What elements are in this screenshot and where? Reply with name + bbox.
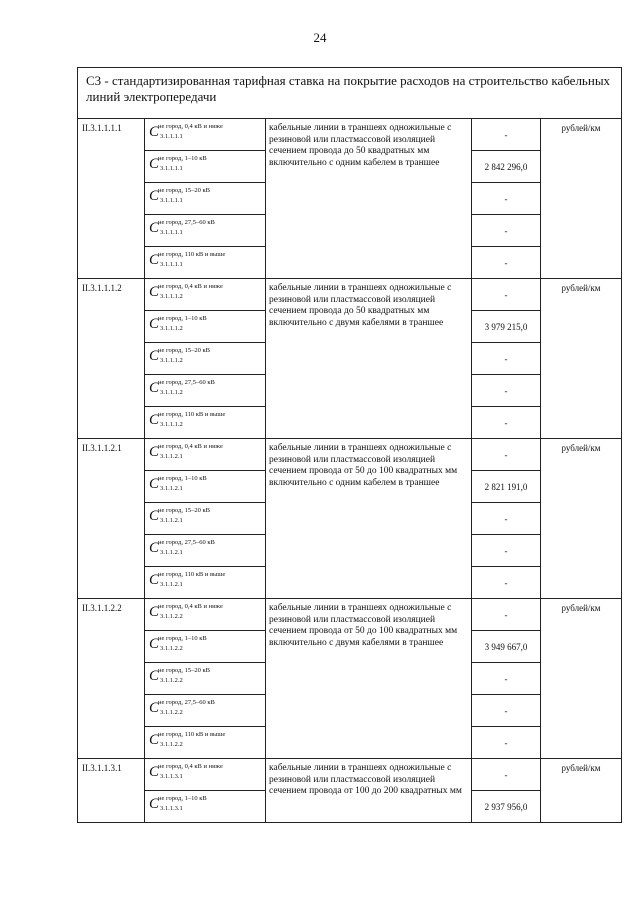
rate-symbol-superscript: не город, 15–20 кВ — [158, 667, 210, 674]
rate-symbol-c: C — [149, 572, 160, 588]
rate-symbol-c: C — [149, 508, 160, 524]
rate-value: 2 842 296,0 — [472, 151, 541, 183]
line-description: кабельные линии в траншеях одножильные с резиновой или пластмассовой изоляцией сечением провода до 50 квадратных мм включительно с двумя кабелями в траншее — [266, 279, 472, 439]
unit: рублей/км — [541, 599, 622, 759]
rate-symbol-superscript: не город, 1–10 кВ — [158, 475, 207, 482]
rate-symbol-c: C — [149, 412, 160, 428]
rate-symbol-subscript: 3.1.1.2.1 — [160, 581, 183, 588]
rate-symbol — [145, 183, 266, 215]
tariff-code: II.3.1.1.2.1 — [78, 439, 145, 599]
tariff-code: II.3.1.1.3.1 — [78, 759, 145, 823]
rate-symbol — [145, 759, 266, 791]
rate-value: 3 979 215,0 — [472, 311, 541, 343]
rate-symbol-c: C — [149, 284, 160, 300]
rate-value: - — [472, 375, 541, 407]
rate-value: 2 821 191,0 — [472, 471, 541, 503]
rate-symbol-superscript: не город, 1–10 кВ — [158, 155, 207, 162]
rate-symbol-c: C — [149, 348, 160, 364]
rate-symbol-superscript: не город, 15–20 кВ — [158, 347, 210, 354]
rate-symbol-subscript: 3.1.1.2.2 — [160, 677, 183, 684]
rate-symbol-superscript: не город, 0,4 кВ и ниже — [158, 443, 223, 450]
rate-symbol-subscript: 3.1.1.2.2 — [160, 709, 183, 716]
rate-value: - — [472, 535, 541, 567]
rate-value: - — [472, 439, 541, 471]
rate-value: - — [472, 759, 541, 791]
table-row — [78, 599, 622, 631]
rate-symbol — [145, 439, 266, 471]
rate-symbol-subscript: 3.1.1.1.1 — [160, 197, 183, 204]
rate-symbol-c: C — [149, 156, 160, 172]
rate-symbol — [145, 695, 266, 727]
table-header-row — [78, 68, 622, 119]
tariff-code: II.3.1.1.1.1 — [78, 119, 145, 279]
rate-symbol-c: C — [149, 252, 160, 268]
rate-symbol-c: C — [149, 732, 160, 748]
rate-value: - — [472, 119, 541, 151]
rate-symbol-c: C — [149, 380, 160, 396]
rate-value: - — [472, 407, 541, 439]
rate-symbol-subscript: 3.1.1.1.2 — [160, 357, 183, 364]
rate-symbol-subscript: 3.1.1.2.1 — [160, 517, 183, 524]
table-header-text: С3 - стандартизированная тарифная ставка на покрытие расходов на строительство кабельных линий электропередачи — [78, 68, 622, 119]
rate-symbol-subscript: 3.1.1.1.1 — [160, 165, 183, 172]
rate-symbol — [145, 407, 266, 439]
rate-symbol-subscript: 3.1.1.2.2 — [160, 741, 183, 748]
rate-symbol-subscript: 3.1.1.1.2 — [160, 325, 183, 332]
rate-value: - — [472, 247, 541, 279]
rate-symbol-superscript: не город, 110 кВ и выше — [158, 411, 226, 418]
rate-symbol-superscript: не город, 110 кВ и выше — [158, 731, 226, 738]
rate-value: 3 949 667,0 — [472, 631, 541, 663]
line-description: кабельные линии в траншеях одножильные с резиновой или пластмассовой изоляцией сечением провода от 50 до 100 квадратных мм включительно с двумя кабелями в траншее — [266, 599, 472, 759]
rate-symbol — [145, 215, 266, 247]
line-description: кабельные линии в траншеях одножильные с резиновой или пластмассовой изоляцией сечением провода до 50 квадратных мм включительно с одним кабелем в траншее — [266, 119, 472, 279]
rate-symbol-subscript: 3.1.1.2.1 — [160, 549, 183, 556]
tariff-code: II.3.1.1.1.2 — [78, 279, 145, 439]
rate-symbol — [145, 119, 266, 151]
rate-symbol-superscript: не город, 27,5–60 кВ — [158, 219, 215, 226]
rate-symbol-subscript: 3.1.1.2.2 — [160, 645, 183, 652]
rate-symbol-c: C — [149, 220, 160, 236]
line-description: кабельные линии в траншеях одножильные с резиновой или пластмассовой изоляцией сечением провода от 100 до 200 квадратных мм — [266, 759, 472, 823]
rate-symbol-subscript: 3.1.1.2.1 — [160, 485, 183, 492]
rate-symbol — [145, 247, 266, 279]
rate-symbol-c: C — [149, 764, 160, 780]
rate-value: - — [472, 567, 541, 599]
rate-symbol-subscript: 3.1.1.3.1 — [160, 773, 183, 780]
rate-symbol-superscript: не город, 110 кВ и выше — [158, 251, 226, 258]
rate-symbol — [145, 567, 266, 599]
rate-value: - — [472, 343, 541, 375]
rate-symbol — [145, 311, 266, 343]
unit: рублей/км — [541, 439, 622, 599]
rate-symbol — [145, 503, 266, 535]
rate-symbol — [145, 599, 266, 631]
rate-symbol — [145, 375, 266, 407]
rate-symbol — [145, 343, 266, 375]
rate-symbol-superscript: не город, 0,4 кВ и ниже — [158, 283, 223, 290]
rate-symbol-superscript: не город, 15–20 кВ — [158, 187, 210, 194]
rate-symbol-c: C — [149, 124, 160, 140]
rate-symbol — [145, 151, 266, 183]
rate-symbol-superscript: не город, 27,5–60 кВ — [158, 539, 215, 546]
page-number: 24 — [313, 30, 327, 45]
table-row — [78, 759, 622, 791]
rate-value: - — [472, 663, 541, 695]
rate-symbol-c: C — [149, 636, 160, 652]
rate-symbol-subscript: 3.1.1.1.2 — [160, 389, 183, 396]
rate-symbol-c: C — [149, 604, 160, 620]
rate-value: - — [472, 599, 541, 631]
rate-symbol-subscript: 3.1.1.1.1 — [160, 133, 183, 140]
rate-symbol-superscript: не город, 0,4 кВ и ниже — [158, 763, 223, 770]
rate-symbol-subscript: 3.1.1.1.2 — [160, 293, 183, 300]
rate-value: - — [472, 503, 541, 535]
rate-symbol-c: C — [149, 540, 160, 556]
rate-symbol-subscript: 3.1.1.1.1 — [160, 229, 183, 236]
rate-symbol-subscript: 3.1.1.1.2 — [160, 421, 183, 428]
rate-symbol-superscript: не город, 27,5–60 кВ — [158, 379, 215, 386]
rate-symbol-subscript: 3.1.1.2.1 — [160, 453, 183, 460]
rate-value: - — [472, 695, 541, 727]
rate-symbol-subscript: 3.1.1.2.2 — [160, 613, 183, 620]
rate-symbol-superscript: не город, 110 кВ и выше — [158, 571, 226, 578]
rate-value: - — [472, 183, 541, 215]
rate-symbol-c: C — [149, 700, 160, 716]
rate-symbol — [145, 535, 266, 567]
rate-symbol-subscript: 3.1.1.3.1 — [160, 805, 183, 812]
rate-symbol — [145, 279, 266, 311]
rate-symbol — [145, 631, 266, 663]
unit: рублей/км — [541, 279, 622, 439]
rate-symbol-c: C — [149, 444, 160, 460]
rate-symbol-c: C — [149, 668, 160, 684]
rate-symbol-superscript: не город, 1–10 кВ — [158, 315, 207, 322]
rate-symbol-superscript: не город, 1–10 кВ — [158, 635, 207, 642]
rate-value: - — [472, 727, 541, 759]
rate-value: - — [472, 215, 541, 247]
rate-symbol-superscript: не город, 15–20 кВ — [158, 507, 210, 514]
rate-symbol-superscript: не город, 1–10 кВ — [158, 795, 207, 802]
rate-symbol-c: C — [149, 476, 160, 492]
table-row — [78, 279, 622, 311]
rate-symbol-superscript: не город, 0,4 кВ и ниже — [158, 123, 223, 130]
rate-value: 2 937 956,0 — [472, 791, 541, 823]
tariff-code: II.3.1.1.2.2 — [78, 599, 145, 759]
rate-symbol-superscript: не город, 0,4 кВ и ниже — [158, 603, 223, 610]
rate-symbol-c: C — [149, 188, 160, 204]
rate-symbol — [145, 663, 266, 695]
line-description: кабельные линии в траншеях одножильные с резиновой или пластмассовой изоляцией сечением провода от 50 до 100 квадратных мм включительно с одним кабелем в траншее — [266, 439, 472, 599]
rate-value: - — [472, 279, 541, 311]
rate-symbol-c: C — [149, 796, 160, 812]
table-row — [78, 439, 622, 471]
tariff-table — [77, 67, 622, 823]
rate-symbol — [145, 727, 266, 759]
unit: рублей/км — [541, 759, 622, 823]
rate-symbol-c: C — [149, 316, 160, 332]
rate-symbol-subscript: 3.1.1.1.1 — [160, 261, 183, 268]
rate-symbol — [145, 471, 266, 503]
rate-symbol-superscript: не город, 27,5–60 кВ — [158, 699, 215, 706]
rate-symbol — [145, 791, 266, 823]
table-row — [78, 119, 622, 151]
unit: рублей/км — [541, 119, 622, 279]
